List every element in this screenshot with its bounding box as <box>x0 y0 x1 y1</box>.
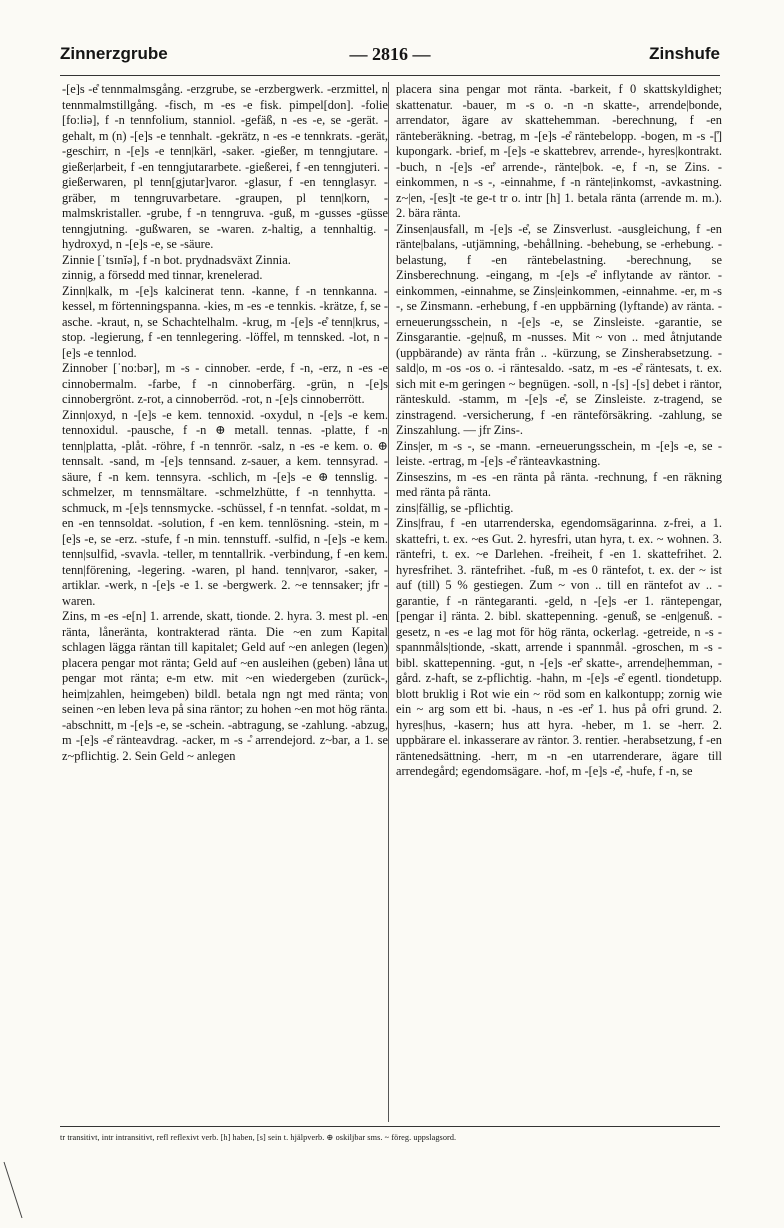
dictionary-entry: Zinnie [ˈtsɪnĭə], f -n bot. prydnadsväxt Zinnia. <box>62 252 291 267</box>
header-right-word: Zinshufe <box>649 44 720 63</box>
dictionary-entry: zins|fällig, se -pflichtig. <box>396 500 514 515</box>
running-header <box>60 44 720 72</box>
column-divider <box>388 82 389 1122</box>
dictionary-entry: placera sina pengar mot ränta. -barkeit, f 0 skattskyldighet; skattenatur. -bauer, m -s o. -n -n skatte-, arrende|bonde, arrendator, ägare av skattehemman. -berechnung, f -en ränteberäkning. -betrag, m -[e]s -e̊ räntebelopp. -bogen, m -s -[̊] kupongark. -brief, m -[e]s -e skattebrev, arrende-, hyres|kontrakt. -buch, n -[e]s -er̊ arrende-, ränte|bok. -e, f -n, se Zins. -einkommen, n -s -, -einnahme, f -n ränte|inkomst, -avkastning. z~|en, -[es]t -te ge-t tr o. intr [h] 1. betala ränta (arrende m. m.). 2. bära ränta. <box>396 82 722 220</box>
dictionary-entry: Zinn|oxyd, n -[e]s -e kem. tennoxid. -oxydul, n -[e]s -e kem. tennoxidul. -pausche, f -n ⊕ metall. tennas. -platte, f -n tenn|platta, -plåt. -röhre, f -n tennrör. -salz, n -es -e kem. o. ⊕ tennsalt. -sand, m -[e]s tennsand. z-sauer, a kem. tennsyrad. -säure, f -n kem. tennsyra. -schlich, m -[e]s -e ⊕ tennslig. -schmelzer, m tennsmältare. -schmelzhütte, f -n tennhytta. -schmuck, m -[e]s tennsmycke. -schüssel, f -n tennfat. -soldat, m -en -en tennsoldat. -solution, f -en kem. tennlösning. -stein, m -[e]s -e, se -erz. -stufe, f -n min. tennstuff. -sulfid, n -[e]s -e kem. tenn|sulfid, -svavla. -teller, m tenntallrik. -verbindung, f -en kem. tenn|förening, -legering. -waren, pl hand. tenn|varor, -saker, -artiklar. -werk, n -[e]s -e 1. se -bergwerk. 2. ~e tennsaker; jfr -waren. <box>62 407 388 608</box>
dictionary-entry: Zinsen|ausfall, m -[e]s -e̊, se Zinsverlust. -ausgleichung, f -en ränte|balans, -utjämning, -behållning. -behebung, se -erhebung. -belastung, f -en räntebelastning. -berechnung, se Zinsberechnung. -eingang, m -[e]s -e̊ inflytande av räntor. -einkommen, -einnahme, se Zins|einkommen, -einnahme. -er, m -s -, se Zinsmann. -erhebung, f -en uppbärning (lyftande) av ränta. -erneuerungsschein, n -[e]s -e, se Zinsleiste. -garantie, se Zinsgarantie. -ge|nuß, m -nusses. Mit ~ von .. med åtnjutande (uppbärande) av ränta från .. -kürzung, se Zinsherabsetzung. -sald|o, m -os -os o. -i räntesaldo. -satz, m -es -e̊ räntesats, t. ex. sich mit e-m geringen ~ begnügen. -soll, n -[s] -[s] debet i räntor, ränteskuld. -stamm, m -[e]s -e̊, se Zinsleiste. z-tragend, se zinstragend. -versicherung, f -en ränteförsäkring. -zahlung, se Zinszahlung. — jfr Zins-. <box>396 221 722 437</box>
dictionary-entry: -[e]s -e̊ tennmalmsgång. -erzgrube, se -erzbergwerk. -erzmittel, n tennmalmstillgång. -fisch, m -es -e fisk. pimpel[don]. -folie [fo:liə], f -n tennfolium, stanniol. -gefäß, n -es -e, se -gerät. -gehalt, m (n) -[e]s -e tennhalt. -gekrätz, n -es -e tennkrats. -gerät, -geschirr, n -[e]s -e tenn|kärl, -saker. -gießer, m tenngjutare. -gießer|arbeit, f -en tenngjutararbete. -gießerei, f -en tenngjuteri. -gießerwaren, pl tenn[gjutar]varor. -glasur, f -en tennglasyr. -gräber, m tenngruvarbetare. -graupen, pl tenn|korn, -malmskristaller. -grube, f -n tenngruva. -guß, m -gusses -güsse tenngjutning. -gußwaren, se -waren. z-haltig, a tennhaltig. -hydroxyd, n -[e]s -e, se -säure. <box>62 82 388 251</box>
header-rule <box>60 75 720 76</box>
dictionary-entry: Zinnober [ˈno:bər], m -s - cinnober. -erde, f -n, -erz, n -es -e cinnobermalm. -farbe, f -n cinnoberfärg. -grün, n -[e]s cinnobergrönt. z-rot, a cinnoberröd. -rot, n -[e]s cinnoberrött. <box>62 361 388 406</box>
dictionary-entry: Zinseszins, m -es -en ränta på ränta. -rechnung, f -en räkning med ränta på ränta. <box>396 469 722 499</box>
dictionary-entry: Zins|er, m -s -, se -mann. -erneuerungsschein, m -[e]s -e, se -leiste. -ertrag, m -[e]s -e̊ ränteavkastning. <box>396 438 722 468</box>
left-column <box>62 82 388 1120</box>
dictionary-entry: zinnig, a försedd med tinnar, krenelerad. <box>62 268 263 282</box>
page-number: — 2816 — <box>349 44 431 64</box>
header-left-word: Zinnerzgrube <box>60 44 168 63</box>
dictionary-entry: Zins|frau, f -en utarrenderska, egendomsägarinna. z-frei, a 1. skattefri, t. ex. ~es Gut. 2. hyresfri, utan hyra, t. ex. ~ wohnen. 3. räntefri, t. ex. ~e Darlehen. -freiheit, f -en 1. skattefrihet. 2. hyresfrihet. 3. räntefrihet. -fuß, m -es 0 räntefot, t. ex. der ~ ist auf (till) 5 % gestiegen. Zum ~ von .. till en räntefot av .. -garantie, f -n räntegaranti. -geld, n -[e]s -er 1. räntepengar, [pengar i] ränta. 2. bibl. skattepenning. -genuß, se -en|genuß. -gesetz, n -es -e lag mot för hög ränta, ockerlag. -getreide, n -s - spannmåls|tionde, -skatt, arrende i spannmål. -groschen, m -s - bibl. skattepenning. -gut, n -[e]s -er̊ skatte-, arrende|hemman, -gård. z-haft, se z-pflichtig. -hahn, m -[e]s -e̊ egentl. tiondetupp. blott bruklig i Rot wie ein ~ röd som en kalkontupp; zornig wie ein ~ arg som ett bi. -haus, n -es -er̊ 1. hus på ofri grund. 2. hyres|hus, -kasern; hus att hyra. -heber, m 1. se -herr. 2. uppbärare el. inkasserare av räntor. 3. rentier. -herabsetzung, f -en räntenedsättning. -herr, m -n -en utarrenderare, ägare till arrendegård; egendomsägare. -hof, m -[e]s -e̊, -hufe, f -n, se <box>396 516 722 778</box>
dictionary-entry: Zinn|kalk, m -[e]s kalcinerat tenn. -kanne, f -n tennkanna. -kessel, m förtenningspanna. -kies, m -es -e tennkis. -krätze, f, se -asche. -kraut, n, se Schachtelhalm. -krug, m -[e]s -e̊ tenn|krus, -stop. -legierung, f -en tennlegering. -löffel, m tennsked. -lot, n -[e]s -e tennlod. <box>62 283 388 360</box>
page-edge-mark <box>0 1160 40 1220</box>
right-column <box>396 82 722 1120</box>
footer-rule <box>60 1126 720 1127</box>
dictionary-entry: Zins, m -es -e[n] 1. arrende, skatt, tionde. 2. hyra. 3. mest pl. -en ränta, låneränta, kontrakterad ränta. Die ~en zum Kapital schlagen lägga räntan till kapitalet; Geld auf ~en anlegen (legen) placera pengar mot ränta; Geld auf ~en ausleihen (geben) låna ut pengar mot ränta; e-m etw. mit ~en wiedergeben (zurück-, heim|zahlen, heimgeben) bildl. betala ngn ngt med ränta; von seinen ~en leben leva på sina räntor; zu hohen ~en mot hög ränta. -abschnitt, m -[e]s -e, se -schein. -abtragung, se -zahlung. -abzug, m -[e]s -e̊ ränteavdrag. -acker, m -s -̊ arrendejord. z~bar, a 1. se z~pflichtig. 2. Sein Geld ~ anlegen <box>62 609 388 763</box>
abbreviation-footnote: tr transitivt, intr intransitivt, refl reflexivt verb. [h] haben, [s] sein t. hjälpverb. ⊕ oskiljbar sms. ~ föreg. uppslagsord. <box>60 1133 457 1142</box>
